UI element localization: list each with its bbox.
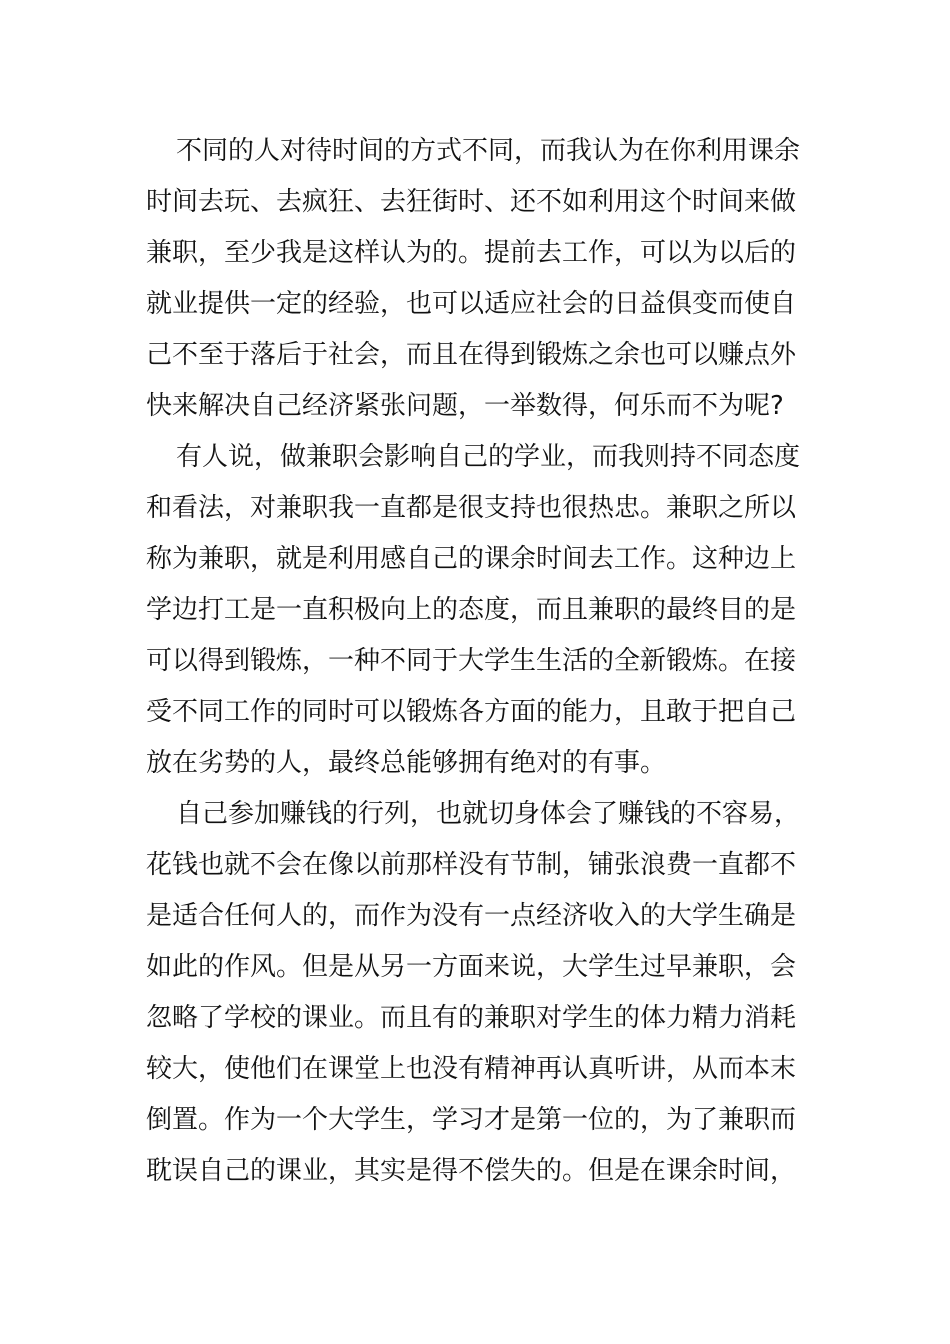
paragraph-1 [146,126,801,432]
text-line: 不同的人对待时间的方式不同，而我认为在你利用课余 [176,136,801,166]
text-line: 是适合任何人的，而作为没有一点经济收入的大学生确是 [146,901,797,931]
text-line: 较大，使他们在课堂上也没有精神再认真听讲，从而本末 [146,1054,797,1084]
text-line: 受不同工作的同时可以锻炼各方面的能力，且敢于把自己 [146,697,797,727]
text-line: 忽略了学校的课业。而且有的兼职对学生的体力精力消耗 [146,1003,797,1033]
text-line: 就业提供一定的经验，也可以适应社会的日益俱变而使自 [146,289,797,319]
text-line: 如此的作风。但是从另一方面来说，大学生过早兼职，会 [146,952,797,982]
document-body [146,126,801,1197]
text-line: 兼职，至少我是这样认为的。提前去工作，可以为以后的 [146,238,797,268]
text-line: 和看法，对兼职我一直都是很支持也很热忠。兼职之所以 [146,493,797,523]
text-line: 耽误自己的课业，其实是得不偿失的。但是在课余时间， [146,1156,797,1186]
text-line: 快来解决自己经济紧张问题，一举数得，何乐而不为呢? [146,391,784,421]
text-line: 花钱也就不会在像以前那样没有节制，铺张浪费一直都不 [146,850,797,880]
paragraph-2 [146,432,801,789]
text-line: 有人说，做兼职会影响自己的学业，而我则持不同态度 [176,442,801,472]
text-line: 己不至于落后于社会，而且在得到锻炼之余也可以赚点外 [146,340,797,370]
text-line: 倒置。作为一个大学生，学习才是第一位的，为了兼职而 [146,1105,797,1135]
text-line: 可以得到锻炼，一种不同于大学生生活的全新锻炼。在接 [146,646,797,676]
text-line: 自己参加赚钱的行列，也就切身体会了赚钱的不容易， [176,799,801,829]
text-line: 称为兼职，就是利用感自己的课余时间去工作。这种边上 [146,544,797,574]
text-line: 时间去玩、去疯狂、去狂街时、还不如利用这个时间来做 [146,187,797,217]
text-line: 学边打工是一直积极向上的态度，而且兼职的最终目的是 [146,595,797,625]
paragraph-3 [146,789,801,1197]
text-line: 放在劣势的人，最终总能够拥有绝对的有事。 [146,748,667,778]
